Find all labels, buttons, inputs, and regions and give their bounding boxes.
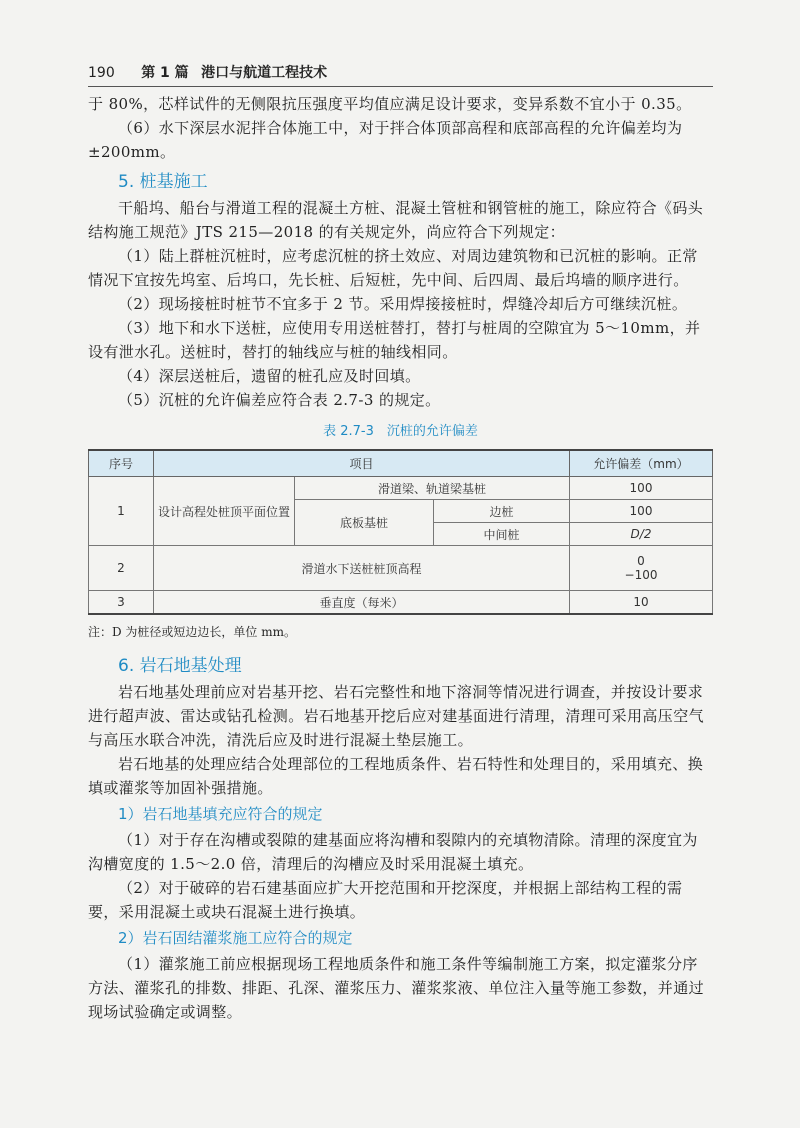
row3-item: 垂直度（每米） [154,591,570,615]
table-header-row [89,450,713,477]
table-row [89,546,713,591]
page-number: 190 [88,65,115,81]
section-5-paragraph-6: （5）沉桩的允许偏差应符合表 2.7-3 的规定。 [118,391,441,409]
subsection-2-paragraph-1: （1）灌浆施工前应根据现场工程地质条件和施工条件等编制施工方案，拟定灌浆分序方法、灌浆孔的排数、排距、孔深、灌浆压力、灌浆浆液、单位注入量等施工参数，并通过现场试验确定或调整。 [88,955,705,1021]
table-row [89,477,713,500]
table-caption: 表 2.7-3 沉桩的允许偏差 [323,424,478,439]
row1-seq: 1 [89,477,154,546]
subsection-2-heading: 2）岩石固结灌浆施工应符合的规定 [118,929,353,947]
row3-value: 10 [570,591,713,615]
section-5-paragraph-3: （2）现场接桩时桩节不宜多于 2 节。采用焊接接桩时，焊缝冷却后方可继续沉桩。 [118,295,688,313]
header-tolerance: 允许偏差（mm） [570,450,713,477]
intro-paragraph-2: （6）水下深层水泥拌合体施工中，对于拌合体顶部高程和底部高程的允许偏差均为 ±200mm。 [88,119,683,161]
section-5-paragraph-2: （1）陆上群桩沉桩时，应考虑沉桩的挤土效应、对周边建筑物和已沉桩的影响。正常情况下宜按先坞室、后坞口，先长桩、后短桩，先中间、后四周、最后坞墙的顺序进行。 [88,247,698,289]
row3-seq: 3 [89,591,154,615]
section-6-paragraph-2: 岩石地基的处理应结合处理部位的工程地质条件、岩石特性和处理目的，采用填充、换填或灌浆等加固补强措施。 [88,755,704,797]
subsection-1-heading: 1）岩石地基填充应符合的规定 [118,805,323,823]
page-body [88,92,713,1024]
header-item: 项目 [154,450,570,477]
row1-group: 设计高程处桩顶平面位置 [154,477,295,546]
section-6-heading: 6. 岩石地基处理 [118,656,242,676]
row2-value [570,546,713,591]
row1b-group: 底板基桩 [295,500,434,546]
row1b1-value: 100 [570,500,713,523]
row1b1-item: 边桩 [434,500,570,523]
intro-paragraph-1: 于 80%，芯样试件的无侧限抗压强度平均值应满足设计要求，变异系数不宜小于 0.35。 [88,95,692,113]
table-note: 注：D 为桩径或短边边长，单位 mm。 [88,625,297,639]
header-seq: 序号 [89,450,154,477]
part-label: 第 1 篇 [141,65,189,81]
row2-seq: 2 [89,546,154,591]
row1b2-value: D/2 [570,523,713,546]
section-5-paragraph-4: （3）地下和水下送桩，应使用专用送桩替打，替打与桩周的空隙宜为 5～10mm，并设有泄水孔。送桩时，替打的轴线应与桩的轴线相同。 [88,319,701,361]
header-rule [88,86,713,87]
row1a-value: 100 [570,477,713,500]
chapter-title: 港口与航道工程技术 [201,65,328,81]
running-header [88,62,713,82]
section-6-paragraph-1: 岩石地基处理前应对岩基开挖、岩石完整性和地下溶洞等情况进行调查，并按设计要求进行超声波、雷达或钻孔检测。岩石地基开挖后应对建基面进行清理，清理可采用高压空气与高压水联合冲洗，清洗后应及时进行混凝土垫层施工。 [88,683,705,749]
row1b2-item: 中间桩 [434,523,570,546]
tolerance-table [88,449,713,615]
subsection-1-paragraph-1: （1）对于存在沟槽或裂隙的建基面应将沟槽和裂隙内的充填物清除。清理的深度宜为沟槽宽度的 1.5～2.0 倍，清理后的沟槽应及时采用混凝土填充。 [88,831,698,873]
subsection-1-paragraph-2: （2）对于破碎的岩石建基面应扩大开挖范围和开挖深度，并根据上部结构工程的需要，采用混凝土或块石混凝土进行换填。 [88,879,683,921]
row2-item: 滑道水下送桩桩顶高程 [154,546,570,591]
section-5-paragraph-1: 干船坞、船台与滑道工程的混凝土方桩、混凝土管桩和钢管桩的施工，除应符合《码头结构施工规范》JTS 215—2018 的有关规定外，尚应符合下列规定： [88,199,704,241]
row1a-item: 滑道梁、轨道梁基桩 [295,477,570,500]
section-5-heading: 5. 桩基施工 [118,172,208,192]
row2-value-bottom: −100 [624,568,658,582]
row2-value-top: 0 [637,554,645,568]
section-5-paragraph-5: （4）深层送桩后，遗留的桩孔应及时回填。 [118,367,421,385]
table-row [89,591,713,615]
